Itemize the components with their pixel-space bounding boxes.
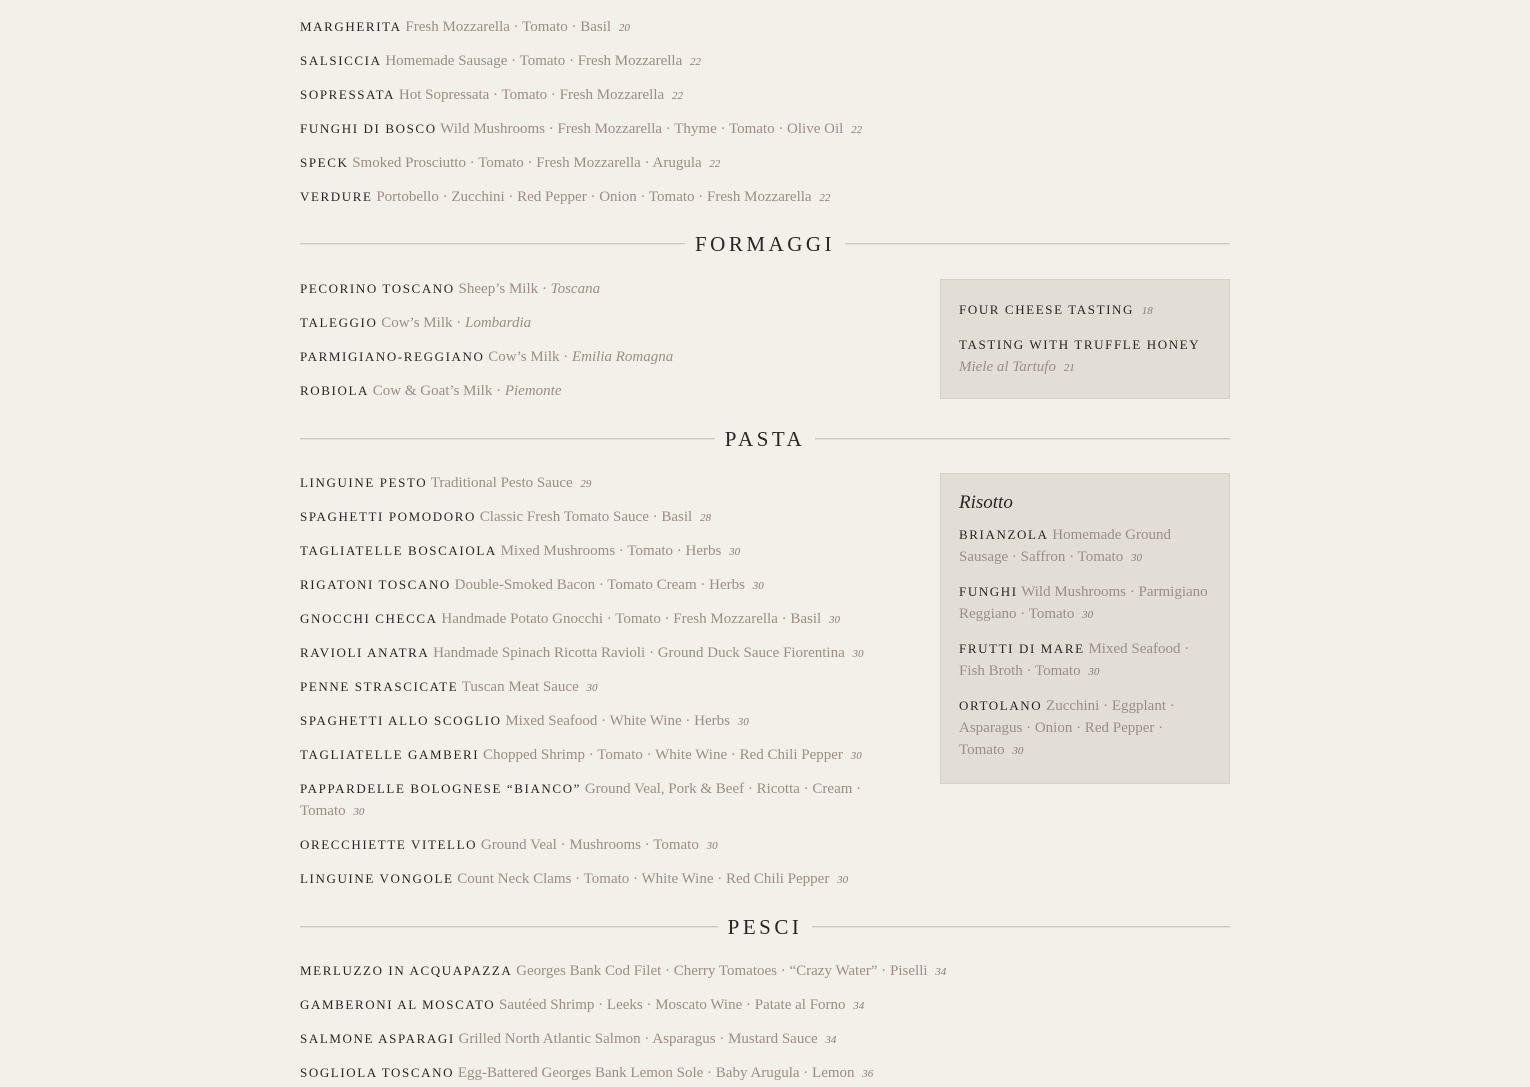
divider bbox=[300, 243, 685, 245]
item-desc: Georges Bank Cod Filet · Cherry Tomatoes · “Crazy Water” · Piselli bbox=[516, 963, 928, 979]
item-desc: Egg-Battered Georges Bank Lemon Sole · Baby Arugula · Lemon bbox=[457, 1065, 855, 1081]
item-region: Emilia Romagna bbox=[572, 349, 674, 365]
menu-item bbox=[300, 506, 711, 529]
item-price: 30 bbox=[1088, 666, 1100, 678]
menu-item bbox=[300, 994, 864, 1017]
item-desc: Mixed Seafood · White Wine · Herbs bbox=[505, 713, 730, 729]
item-price: 30 bbox=[850, 750, 862, 762]
box-item bbox=[959, 695, 1211, 762]
item-name: BRIANZOLA bbox=[959, 527, 1049, 542]
risotto-box bbox=[940, 473, 1230, 784]
item-price: 30 bbox=[737, 716, 749, 728]
item-desc: Count Neck Clams · Tomato · White Wine · Red Chili Pepper bbox=[457, 871, 830, 887]
box-item bbox=[959, 638, 1211, 683]
item-name: PENNE STRASCICATE bbox=[300, 679, 459, 694]
menu-item bbox=[300, 1028, 836, 1051]
item-desc: Zucchini · Eggplant · Asparagus · Onion · Red Pepper · Tomato bbox=[959, 698, 1175, 758]
item-name: SALSICCIA bbox=[300, 53, 382, 68]
item-desc: Cow’s Milk · bbox=[381, 315, 465, 331]
menu-item bbox=[300, 960, 946, 983]
item-desc: Cow’s Milk · bbox=[488, 349, 572, 365]
item-price: 34 bbox=[935, 966, 947, 978]
item-name: FRUTTI DI MARE bbox=[959, 641, 1085, 656]
menu-item bbox=[300, 642, 864, 665]
item-name: GNOCCHI CHECCA bbox=[300, 611, 438, 626]
menu-item bbox=[300, 84, 683, 107]
section-title: PASTA bbox=[724, 426, 806, 451]
item-desc: Sautéed Shrimp · Leeks · Moscato Wine · Patate al Forno bbox=[499, 997, 846, 1013]
item-name: TASTING WITH TRUFFLE HONEY bbox=[959, 337, 1201, 352]
item-name: SOGLIOLA TOSCANO bbox=[300, 1065, 455, 1080]
item-price: 30 bbox=[752, 580, 764, 592]
item-region: Piemonte bbox=[504, 383, 562, 399]
item-desc: Smoked Prosciutto · Tomato · Fresh Mozzarella · Arugula bbox=[352, 155, 702, 171]
menu-item bbox=[300, 574, 764, 597]
item-region: Lombardia bbox=[464, 315, 532, 331]
item-price: 30 bbox=[1130, 552, 1142, 564]
item-price: 20 bbox=[618, 22, 630, 34]
menu-item bbox=[300, 312, 531, 334]
cheese-tasting-box bbox=[940, 279, 1230, 399]
risotto-title: Risotto bbox=[959, 492, 1013, 513]
menu-item bbox=[300, 1062, 873, 1085]
item-name: LINGUINE VONGOLE bbox=[300, 871, 454, 886]
menu-item bbox=[300, 346, 673, 368]
divider bbox=[300, 438, 715, 440]
item-price: 30 bbox=[706, 840, 718, 852]
item-name: RAVIOLI ANATRA bbox=[300, 645, 430, 660]
menu-item bbox=[300, 152, 720, 175]
item-price: 21 bbox=[1063, 362, 1075, 374]
item-desc: Traditional Pesto Sauce bbox=[430, 475, 573, 491]
divider bbox=[815, 438, 1230, 440]
item-name: TAGLIATELLE GAMBERI bbox=[300, 747, 480, 762]
item-price: 34 bbox=[825, 1034, 837, 1046]
item-desc: Classic Fresh Tomato Sauce · Basil bbox=[479, 509, 693, 525]
menu-item bbox=[300, 608, 840, 631]
section-title: FORMAGGI bbox=[695, 231, 836, 256]
menu-item bbox=[300, 186, 830, 209]
item-desc: Ground Veal, Pork & Beef · Ricotta · Cream · Tomato bbox=[300, 781, 862, 819]
item-name: SPAGHETTI ALLO SCOGLIO bbox=[300, 713, 502, 728]
item-name: TALEGGIO bbox=[300, 315, 378, 330]
menu-item bbox=[300, 778, 890, 823]
item-name: SPECK bbox=[300, 155, 349, 170]
item-desc: Mixed Mushrooms · Tomato · Herbs bbox=[500, 543, 722, 559]
menu-item bbox=[300, 472, 591, 495]
item-name: FOUR CHEESE TASTING bbox=[959, 302, 1135, 317]
divider bbox=[812, 926, 1230, 928]
item-name: RIGATONI TOSCANO bbox=[300, 577, 451, 592]
item-name: SALMONE ASPARAGI bbox=[300, 1031, 455, 1046]
item-region: Toscana bbox=[550, 281, 601, 297]
item-desc: Tuscan Meat Sauce bbox=[461, 679, 579, 695]
item-price: 30 bbox=[1082, 609, 1094, 621]
section-header-formaggi bbox=[300, 229, 1230, 259]
box-item bbox=[959, 299, 1211, 322]
item-price: 30 bbox=[586, 682, 598, 694]
item-desc: Grilled North Atlantic Salmon · Asparagus · Mustard Sauce bbox=[458, 1031, 818, 1047]
item-name: SPAGHETTI POMODORO bbox=[300, 509, 477, 524]
item-desc: Homemade Sausage · Tomato · Fresh Mozzarella bbox=[385, 53, 683, 69]
box-item bbox=[959, 334, 1211, 379]
item-desc: Mixed Seafood · Fish Broth · Tomato bbox=[959, 641, 1190, 679]
item-price: 22 bbox=[671, 90, 683, 102]
menu-item bbox=[300, 710, 749, 733]
item-desc: Ground Veal · Mushrooms · Tomato bbox=[480, 837, 699, 853]
item-price: 18 bbox=[1141, 305, 1153, 317]
item-name: FUNGHI DI BOSCO bbox=[300, 121, 437, 136]
item-desc: Homemade Ground Sausage · Saffron · Tomato bbox=[959, 527, 1171, 565]
item-name: PARMIGIANO-REGGIANO bbox=[300, 349, 485, 364]
item-price: 22 bbox=[819, 192, 831, 204]
menu-item bbox=[300, 50, 701, 73]
item-desc: Cow & Goat’s Milk · bbox=[372, 383, 505, 399]
item-desc: Miele al Tartufo bbox=[959, 359, 1056, 375]
item-name: ORTOLANO bbox=[959, 698, 1043, 713]
item-price: 30 bbox=[353, 806, 365, 818]
item-desc: Handmade Potato Gnocchi · Tomato · Fresh Mozzarella · Basil bbox=[441, 611, 822, 627]
item-price: 22 bbox=[709, 158, 721, 170]
item-price: 30 bbox=[1012, 745, 1024, 757]
section-header-pasta bbox=[300, 424, 1230, 454]
item-price: 22 bbox=[851, 124, 863, 136]
menu-item bbox=[300, 380, 561, 402]
item-price: 30 bbox=[837, 874, 849, 886]
menu-item bbox=[300, 540, 740, 563]
item-desc: Double-Smoked Bacon · Tomato Cream · Herbs bbox=[454, 577, 745, 593]
menu-item bbox=[300, 278, 600, 300]
menu-item bbox=[300, 834, 718, 857]
item-price: 28 bbox=[699, 512, 711, 524]
menu-item bbox=[300, 744, 862, 767]
item-name: VERDURE bbox=[300, 189, 373, 204]
item-desc: Portobello · Zucchini · Red Pepper · Onion · Tomato · Fresh Mozzarella bbox=[376, 189, 812, 205]
item-desc: Chopped Shrimp · Tomato · White Wine · Red Chili Pepper bbox=[482, 747, 843, 763]
item-price: 36 bbox=[862, 1068, 874, 1080]
item-price: 30 bbox=[729, 546, 741, 558]
item-name: FUNGHI bbox=[959, 584, 1018, 599]
section-header-pesci bbox=[300, 912, 1230, 942]
item-price: 29 bbox=[580, 478, 592, 490]
item-name: LINGUINE PESTO bbox=[300, 475, 428, 490]
item-desc: Wild Mushrooms · Fresh Mozzarella · Thyme · Tomato · Olive Oil bbox=[440, 121, 844, 137]
menu-item bbox=[300, 676, 597, 699]
menu-item bbox=[300, 118, 862, 141]
menu-item bbox=[300, 16, 630, 39]
item-desc: Handmade Spinach Ricotta Ravioli · Ground Duck Sauce Fiorentina bbox=[433, 645, 845, 661]
item-desc: Fresh Mozzarella · Tomato · Basil bbox=[405, 19, 612, 35]
item-price: 30 bbox=[828, 614, 840, 626]
item-name: GAMBERONI AL MOSCATO bbox=[300, 997, 496, 1012]
item-name: ORECCHIETTE VITELLO bbox=[300, 837, 478, 852]
divider bbox=[845, 243, 1230, 245]
section-title: PESCI bbox=[727, 914, 803, 939]
item-name: ROBIOLA bbox=[300, 383, 369, 398]
item-name: PAPPARDELLE BOLOGNESE “BIANCO” bbox=[300, 781, 582, 796]
box-item bbox=[959, 581, 1211, 626]
item-name: SOPRESSATA bbox=[300, 87, 396, 102]
item-name: MERLUZZO IN ACQUAPAZZA bbox=[300, 963, 513, 978]
item-desc: Sheep’s Milk · bbox=[458, 281, 551, 297]
item-price: 30 bbox=[852, 648, 864, 660]
item-desc: Wild Mushrooms · Parmigiano Reggiano · Tomato bbox=[959, 584, 1208, 622]
item-desc: Hot Sopressata · Tomato · Fresh Mozzarella bbox=[398, 87, 665, 103]
divider bbox=[300, 926, 718, 928]
item-name: PECORINO TOSCANO bbox=[300, 281, 455, 296]
item-price: 22 bbox=[690, 56, 701, 68]
item-name: TAGLIATELLE BOSCAIOLA bbox=[300, 543, 497, 558]
item-price: 34 bbox=[853, 1000, 865, 1012]
item-name: MARGHERITA bbox=[300, 19, 402, 34]
menu-item bbox=[300, 868, 848, 891]
box-item bbox=[959, 524, 1211, 569]
